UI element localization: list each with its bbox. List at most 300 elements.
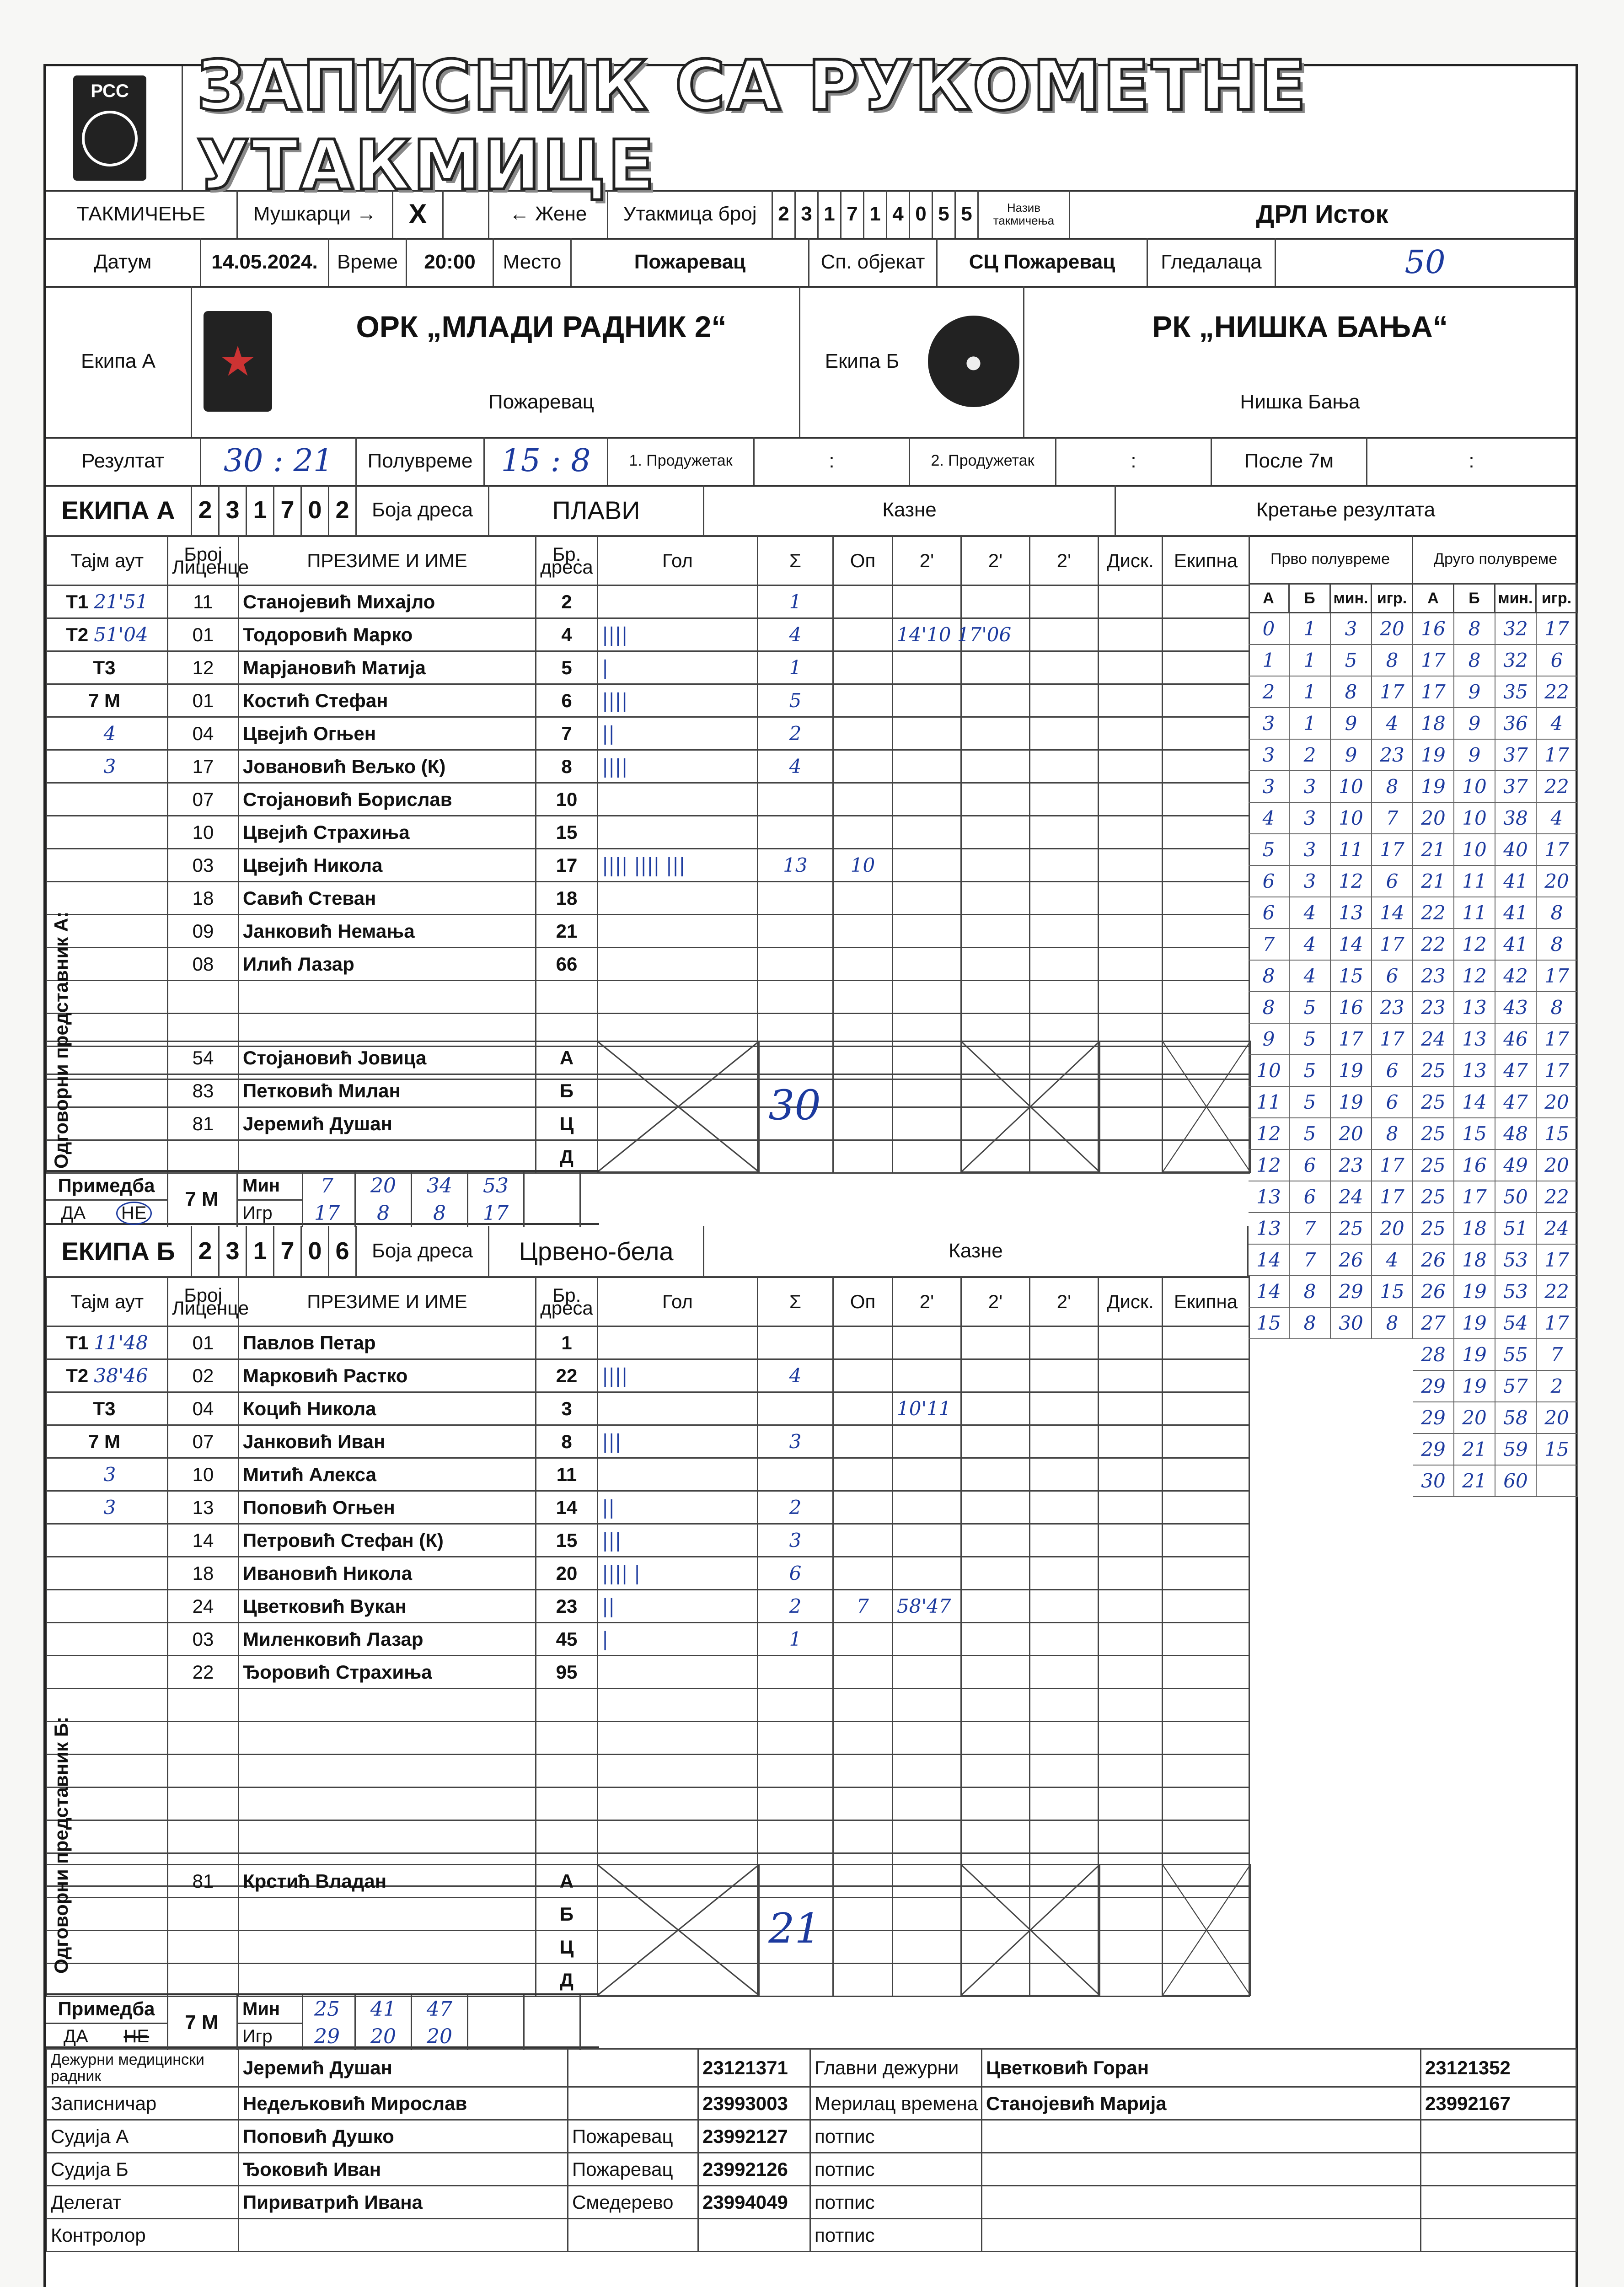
team-b-7m-igr-values (300, 2023, 581, 2050)
suspension-3 (1030, 1623, 1099, 1656)
warning-time (833, 1425, 893, 1458)
team-penalty (1163, 1590, 1249, 1623)
team-penalty (1163, 783, 1249, 816)
progression-cell: 5 (1290, 1118, 1331, 1149)
note-yes[interactable]: ДА (61, 1203, 86, 1223)
progression-cell: 14 (1249, 1276, 1290, 1307)
progression-row (1413, 1339, 1578, 1371)
warning-time (833, 1755, 893, 1788)
timeout-cell (47, 651, 168, 684)
progression-cell: 4 (1537, 708, 1578, 739)
progression-cell: 9 (1454, 740, 1495, 770)
goal-sum (758, 1392, 833, 1425)
goal-sum: 3 (758, 1425, 833, 1458)
license-number: 02 (168, 1359, 239, 1392)
progression-cell: 13 (1454, 992, 1495, 1023)
team-a-info (284, 286, 800, 437)
suspension-3 (1030, 1590, 1099, 1623)
progression-cell: 5 (1290, 992, 1331, 1023)
warning-time (833, 1359, 893, 1392)
col-2min-3: 2' (1030, 536, 1099, 585)
teams-row (46, 286, 1576, 439)
progression-cell: 58 (1495, 1402, 1537, 1433)
progression-cell: 25 (1413, 1118, 1454, 1149)
progression-cell: 26 (1331, 1245, 1372, 1275)
7m-player: 20 (356, 2023, 412, 2050)
suspension-1: 14'10 17'06 (893, 618, 961, 651)
progression-cell: 23 (1372, 992, 1413, 1023)
team-penalty (1163, 684, 1249, 717)
progression-cell: 25 (1413, 1087, 1454, 1117)
suspension-2 (961, 1392, 1030, 1425)
progression-cell: 13 (1331, 897, 1372, 928)
place-value: Пожаревац (572, 238, 809, 286)
goal-tally-marks: |||| |||| ||| (598, 849, 758, 882)
progression-row (1249, 613, 1413, 645)
suspension-3 (1030, 948, 1099, 981)
warning-time (833, 816, 893, 849)
license-number: 12 (168, 651, 239, 684)
progression-row (1249, 834, 1413, 866)
suspension-2 (961, 1326, 1030, 1359)
progression-row (1413, 771, 1578, 803)
goal-tally-marks: |||| (598, 618, 758, 651)
note-yes[interactable]: ДА (63, 2026, 88, 2046)
team-b-player-row (47, 1557, 1249, 1590)
team-a-player-row (47, 750, 1249, 783)
license-number (168, 981, 239, 1014)
team-b-representative-label: Одговорни представник Б: (50, 1717, 72, 1974)
blank-cell (893, 1074, 961, 1107)
chief-name: Цветковић Горан (982, 2049, 1421, 2087)
goal-sum: 1 (758, 1623, 833, 1656)
progression-cell: 15 (1537, 1434, 1578, 1465)
warning-time (833, 651, 893, 684)
player-name (239, 1755, 536, 1788)
official-license: 81 (168, 1865, 239, 1898)
timeout-cell (47, 1392, 168, 1425)
overtime-1-label: 1. Продужетак (608, 437, 755, 485)
progression-cell: 7 (1537, 1339, 1578, 1370)
controller-label: Контролор (47, 2219, 239, 2252)
jersey-number: 23 (536, 1590, 598, 1623)
team-penalty (1163, 1689, 1249, 1722)
team-b-player-row (47, 1656, 1249, 1689)
team-a-code-digit: 0 (302, 485, 329, 535)
progression-col-header: мин. (1331, 585, 1372, 612)
suspension-1 (893, 1820, 961, 1853)
warning-time (833, 1491, 893, 1524)
warning-time (833, 1557, 893, 1590)
match-number-digit: 4 (887, 190, 910, 238)
team-a-emblem-cell (192, 286, 284, 437)
player-name (239, 1722, 536, 1755)
progression-cell: 12 (1331, 866, 1372, 897)
progression-cell: 7 (1249, 929, 1290, 960)
men-label: Мушкарци → (238, 190, 393, 238)
progression-cell: 3 (1249, 740, 1290, 770)
progression-cell: 1 (1290, 645, 1331, 676)
official-role: Д (536, 1140, 598, 1173)
progression-cell: 41 (1495, 897, 1537, 928)
progression-row (1413, 929, 1578, 961)
progression-cell: 17 (1413, 645, 1454, 676)
progression-row (1413, 1434, 1578, 1466)
jersey-number (536, 981, 598, 1014)
scorer-label: Записничар (47, 2087, 239, 2120)
progression-cell: 30 (1331, 1308, 1372, 1338)
progression-row (1413, 1308, 1578, 1339)
team-penalty (1163, 1359, 1249, 1392)
jersey-number: 22 (536, 1359, 598, 1392)
match-number-digit: 1 (864, 190, 887, 238)
jersey-number: 4 (536, 618, 598, 651)
progression-cell: 9 (1249, 1024, 1290, 1054)
jersey-number: 8 (536, 1425, 598, 1458)
player-name: Јанковић Иван (239, 1425, 536, 1458)
team-penalty (1163, 1458, 1249, 1491)
warning-time (833, 1392, 893, 1425)
license-number: 03 (168, 1623, 239, 1656)
progression-cell: 17 (1372, 1181, 1413, 1212)
suspension-3 (1030, 1326, 1099, 1359)
suspension-1 (893, 684, 961, 717)
match-number-digit: 7 (841, 190, 864, 238)
jersey-number: 21 (536, 915, 598, 948)
progression-cell: 36 (1495, 708, 1537, 739)
progression-cell: 3 (1249, 771, 1290, 802)
progression-cell: 8 (1372, 771, 1413, 802)
warning-time: 7 (833, 1590, 893, 1623)
controller-license (698, 2219, 810, 2252)
suspension-3 (1030, 1689, 1099, 1722)
note-no-crossed[interactable]: НЕ (123, 2026, 150, 2046)
suspension-3 (1030, 816, 1099, 849)
progression-cell: 4 (1290, 961, 1331, 991)
seven-m-label: 7 М (167, 1995, 238, 2050)
disqualification (1099, 1524, 1163, 1557)
suspension-1 (893, 1359, 961, 1392)
progression-cell: 24 (1413, 1024, 1454, 1054)
team-b-player-row (47, 1722, 1249, 1755)
warning-time (833, 1656, 893, 1689)
col-disq: Диск. (1099, 1277, 1163, 1326)
goal-tally-marks: ||| (598, 1425, 758, 1458)
team-b-penalty-crossed-box (960, 1864, 1100, 1996)
progression-cell: 50 (1495, 1181, 1537, 1212)
goal-tally-marks (598, 1788, 758, 1820)
delegate-license: 23994049 (698, 2186, 810, 2219)
warning-time (833, 1689, 893, 1722)
progression-cell: 13 (1249, 1213, 1290, 1244)
suspension-2 (961, 1755, 1030, 1788)
timeout-cell (47, 1557, 168, 1590)
blank-cell (1099, 1074, 1163, 1107)
timer-license: 23992167 (1421, 2087, 1576, 2120)
progression-cell: 14 (1454, 1087, 1495, 1117)
jersey-number (536, 1722, 598, 1755)
progression-cell: 8 (1249, 961, 1290, 991)
progression-cell: 29 (1413, 1371, 1454, 1401)
goal-sum: 4 (758, 1359, 833, 1392)
progression-row (1249, 992, 1413, 1024)
team-b-player-row (47, 1820, 1249, 1853)
progression-cell: 19 (1454, 1276, 1495, 1307)
official-name (239, 1140, 536, 1173)
suspension-1 (893, 1425, 961, 1458)
progression-cell: 5 (1290, 1087, 1331, 1117)
spectators-label: Гледалаца (1148, 238, 1276, 286)
suspension-2 (961, 1590, 1030, 1623)
goal-sum (758, 783, 833, 816)
suspension-3 (1030, 1557, 1099, 1590)
women-label: ← Жене (489, 190, 608, 238)
progression-row (1249, 1024, 1413, 1055)
disqualification (1099, 1755, 1163, 1788)
chief-license: 23121352 (1421, 2049, 1576, 2087)
warning-time (833, 1722, 893, 1755)
suspension-2 (961, 750, 1030, 783)
progression-cell: 6 (1372, 961, 1413, 991)
progression-cell: 11 (1454, 897, 1495, 928)
warning-time (833, 1458, 893, 1491)
suspension-1 (893, 981, 961, 1014)
competition-name-label: Назив такмичења (979, 190, 1070, 238)
team-b-code-digit: 0 (302, 1226, 329, 1276)
referee-b-name: Ђоковић Иван (239, 2153, 568, 2186)
halftime-label: Полувреме (357, 437, 485, 485)
player-name (239, 1788, 536, 1820)
progression-cell: 10 (1331, 803, 1372, 833)
progression-cell: 8 (1454, 645, 1495, 676)
progression-cell: 17 (1331, 1024, 1372, 1054)
controller-row (47, 2219, 1576, 2252)
progression-cell: 15 (1249, 1308, 1290, 1338)
delegate-name: Пириватрић Ивана (239, 2186, 568, 2219)
col-goal: Гол (598, 536, 758, 585)
min-label: Мин (238, 1995, 303, 2024)
progression-row (1413, 897, 1578, 929)
license-number: 24 (168, 1590, 239, 1623)
first-half-label: Прво полувреме (1249, 535, 1413, 583)
team-b-player-row (47, 1392, 1249, 1425)
suspension-3 (1030, 1425, 1099, 1458)
timeout-value: 38'46 (94, 1364, 148, 1387)
signature-label: потпис (810, 2120, 982, 2153)
goal-sum: 3 (758, 1524, 833, 1557)
progression-cell: 3 (1290, 771, 1331, 802)
goal-sum: 1 (758, 585, 833, 618)
progression-cell: 17 (1454, 1181, 1495, 1212)
men-mark[interactable]: X (393, 190, 444, 238)
7m-minute: 47 (412, 1995, 468, 2023)
suspension-3 (1030, 1458, 1099, 1491)
progression-cell: 21 (1413, 834, 1454, 865)
progression-cell: 20 (1372, 613, 1413, 644)
goal-sum: 4 (758, 750, 833, 783)
progression-cell: 5 (1290, 1055, 1331, 1086)
goal-sum: 2 (758, 1491, 833, 1524)
progression-cell: 48 (1495, 1118, 1537, 1149)
player-name: Ивановић Никола (239, 1557, 536, 1590)
jersey-number: 11 (536, 1458, 598, 1491)
license-number: 22 (168, 1656, 239, 1689)
team-penalty (1163, 981, 1249, 1014)
score-progression (1249, 535, 1578, 1497)
match-number-digit: 1 (819, 190, 841, 238)
team-b-player-row (47, 1590, 1249, 1623)
col-timeout: Тајм аут (47, 536, 168, 585)
progression-col-header: А (1413, 585, 1454, 612)
progression-cell: 17 (1537, 1055, 1578, 1086)
official-name (239, 1931, 536, 1964)
suspension-2 (961, 1788, 1030, 1820)
timeout-cell (47, 1359, 168, 1392)
suspension-3 (1030, 882, 1099, 915)
team-b-code-digit: 2 (192, 1226, 220, 1276)
progression-cell: 8 (1372, 645, 1413, 676)
team-a-7m-min-values (300, 1172, 581, 1199)
progression-row (1413, 992, 1578, 1024)
suspension-2 (961, 684, 1030, 717)
progression-cell: 13 (1454, 1024, 1495, 1054)
progression-cell: 41 (1495, 866, 1537, 897)
timeout-cell (47, 1425, 168, 1458)
suspension-1 (893, 1722, 961, 1755)
progression-cell: 11 (1249, 1087, 1290, 1117)
progression-cell: 32 (1495, 645, 1537, 676)
progression-cell: 19 (1331, 1055, 1372, 1086)
result-row (46, 437, 1576, 487)
disqualification (1099, 882, 1163, 915)
progression-cell: 26 (1413, 1276, 1454, 1307)
progression-cell: 17 (1537, 1308, 1578, 1338)
7m-player (468, 2023, 525, 2050)
warning-time (833, 1623, 893, 1656)
note-no-circled[interactable]: НЕ (116, 1202, 152, 1225)
timeout-cell (47, 684, 168, 717)
progression-cell: 8 (1249, 992, 1290, 1023)
match-number-label: Утакмица број (608, 190, 773, 238)
7m-minute: 20 (356, 1172, 412, 1199)
disqualification (1099, 1392, 1163, 1425)
team-a-officials (46, 1041, 1249, 1174)
team-a-code-digit: 2 (329, 485, 357, 535)
federation-abbr: РСС (91, 81, 129, 101)
warning-time (833, 915, 893, 948)
progression-cell: 32 (1495, 613, 1537, 644)
7m-player (525, 1199, 581, 1227)
progression-cell: 5 (1290, 1024, 1331, 1054)
overtime-2-label: 2. Продужетак (910, 437, 1056, 485)
suspension-2 (961, 1689, 1030, 1722)
jersey-number (536, 1820, 598, 1853)
scorer-name: Недељковић Мирослав (239, 2087, 568, 2120)
penalties-label: Казне (704, 1226, 1249, 1276)
jersey-number: 8 (536, 750, 598, 783)
suspension-1 (893, 882, 961, 915)
progression-row (1249, 1245, 1413, 1276)
medic-license: 23121371 (698, 2049, 810, 2087)
progression-row (1413, 803, 1578, 834)
warning-time (833, 1788, 893, 1820)
progression-cell: 6 (1290, 1181, 1331, 1212)
timeout-value: 11'48 (94, 1331, 148, 1354)
official-license (168, 1140, 239, 1173)
disqualification (1099, 1623, 1163, 1656)
goal-tally-marks: | (598, 651, 758, 684)
goal-tally-marks (598, 816, 758, 849)
suspension-1 (893, 783, 961, 816)
license-number: 08 (168, 948, 239, 981)
progression-cell: 22 (1537, 1276, 1578, 1307)
timeout-value: 3 (103, 755, 116, 778)
match-number-digit: 3 (796, 190, 819, 238)
goal-tally-marks: ||| (598, 1524, 758, 1557)
team-b-player-row (47, 1425, 1249, 1458)
suspension-1 (893, 915, 961, 948)
goal-tally-marks: || (598, 717, 758, 750)
license-number: 04 (168, 1392, 239, 1425)
team-a-player-row (47, 915, 1249, 948)
timeout-value: 3 (103, 1496, 116, 1519)
time-label: Време (329, 238, 407, 286)
suspension-3 (1030, 1392, 1099, 1425)
goal-tally-marks (598, 585, 758, 618)
suspension-2 (961, 1623, 1030, 1656)
progression-cell: 17 (1537, 613, 1578, 644)
team-a-player-row (47, 651, 1249, 684)
7m-minute (525, 1995, 581, 2023)
blank-cell (833, 1865, 893, 1898)
progression-cell: 19 (1413, 740, 1454, 770)
official-role: Б (536, 1074, 598, 1107)
jersey-number: 1 (536, 1326, 598, 1359)
progression-cell: 8 (1537, 929, 1578, 960)
handball-ball-icon (82, 111, 138, 166)
suspension-1: 10'11 (893, 1392, 961, 1425)
team-a-total-goals: 30 (768, 1081, 821, 1129)
progression-cell: 53 (1495, 1276, 1537, 1307)
official-name (239, 1964, 536, 1997)
igr-label: Игр (238, 1199, 303, 1227)
suspension-3 (1030, 1359, 1099, 1392)
timeout-cell (47, 618, 168, 651)
progression-cell: 25 (1331, 1213, 1372, 1244)
player-name: Миленковић Лазар (239, 1623, 536, 1656)
progression-row (1413, 1245, 1578, 1276)
blank-cell (893, 1898, 961, 1931)
7m-minute: 53 (468, 1172, 525, 1199)
team-penalty (1163, 717, 1249, 750)
team-b-code-digit: 6 (329, 1226, 357, 1276)
progression-cell: 20 (1454, 1402, 1495, 1433)
goal-tally-marks (598, 1722, 758, 1755)
progression-row (1413, 1402, 1578, 1434)
suspension-3 (1030, 1524, 1099, 1557)
player-name: Илић Лазар (239, 948, 536, 981)
warning-time (833, 1524, 893, 1557)
col-2min-1: 2' (893, 1277, 961, 1326)
col-jersey: Бр. дреса (536, 1277, 598, 1326)
player-name: Цвејић Никола (239, 849, 536, 882)
player-name: Цвејић Огњен (239, 717, 536, 750)
team-b-player-row (47, 1491, 1249, 1524)
team-b-player-row (47, 1359, 1249, 1392)
progression-cell (1537, 1466, 1578, 1496)
progression-body (1249, 613, 1578, 1497)
jersey-number (536, 1755, 598, 1788)
